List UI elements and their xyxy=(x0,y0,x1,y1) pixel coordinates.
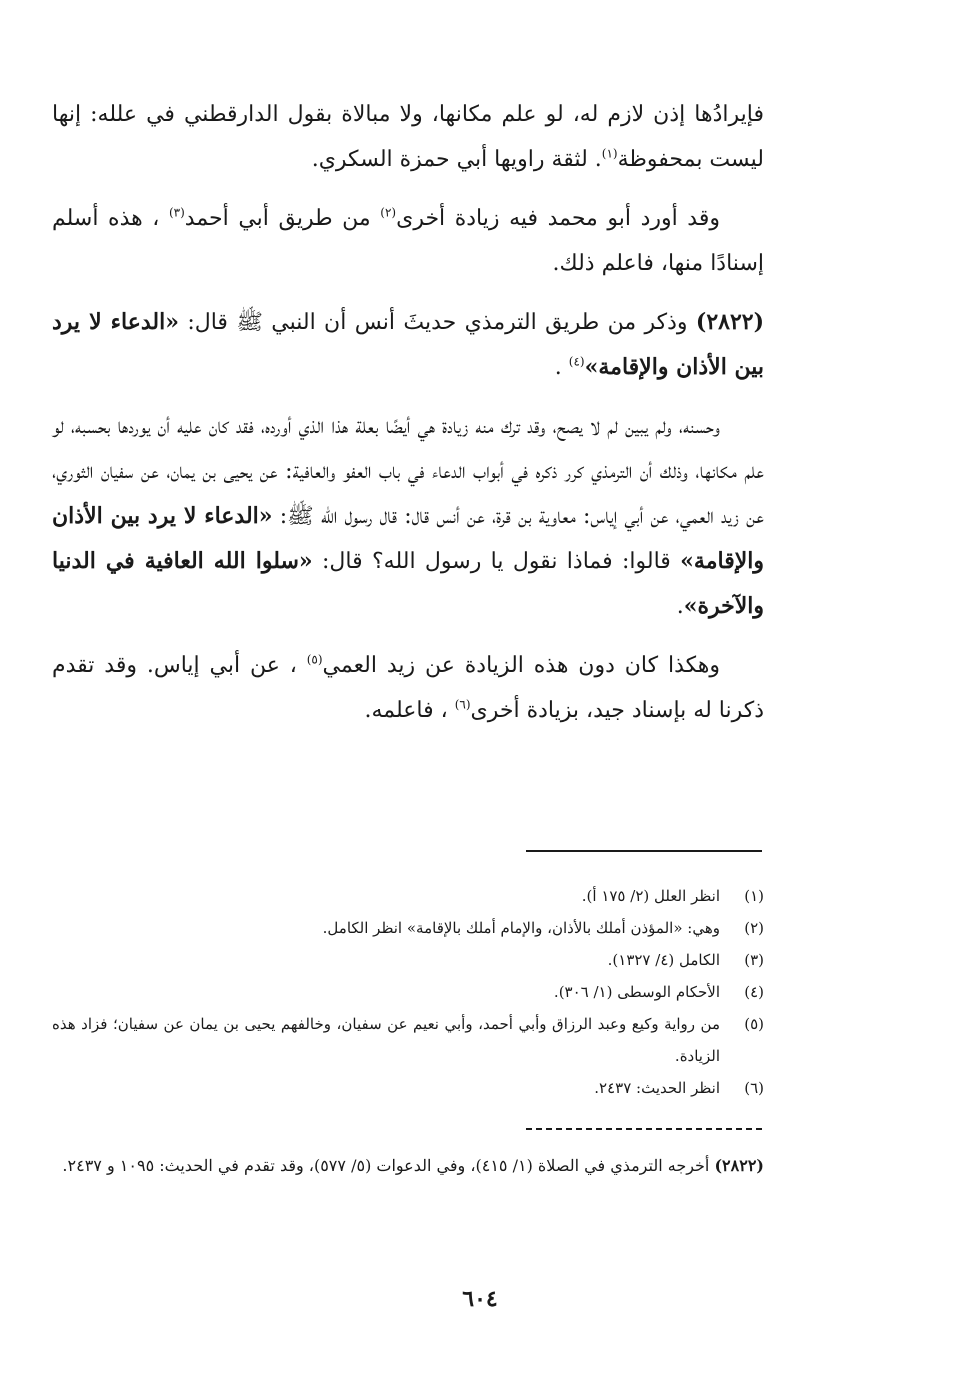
text: ، هذه أسلم إسنادًا منها، فاعلم ذلك. xyxy=(52,206,764,276)
footnote-ref[interactable]: (٣) xyxy=(168,205,185,220)
takhrij-text: أخرجه الترمذي في الصلاة (١/ ٤١٥)، وفي الدعوات (٥/ ٥٧٧)، وقد تقدم في الحديث: ١٠٩٥ و ٢٤٣٧. xyxy=(62,1156,715,1175)
footnote-item xyxy=(52,1008,764,1072)
paragraph-2 xyxy=(52,196,764,286)
text: فإيرادُها إذن لازم له، لو علم مكانها، ولا مبالاة بقول الدارقطني في علله: إنها ليست بمحفوظة xyxy=(52,102,764,172)
text: وهكذا كان دون هذه الزيادة عن زيد العمي xyxy=(322,653,720,678)
footnote-number: (٣) xyxy=(744,951,764,969)
footnote-item xyxy=(52,912,764,944)
footnote-item xyxy=(52,1072,764,1104)
footnote-separator xyxy=(526,850,762,852)
footnote-item xyxy=(52,944,764,976)
text: ، فاعلمه. xyxy=(364,698,455,723)
text: قالوا: فماذا نقول يا رسول الله؟ قال: xyxy=(312,549,681,574)
paragraph-4 xyxy=(52,404,764,629)
hadith-quote: «الدعاء لا يرد بين الأذان والإقامة» xyxy=(52,503,764,574)
footnotes xyxy=(52,880,764,1104)
footnote-text: وهي: «المؤذن أملك بالأذان، والإمام أملك بالإقامة» انظر الكامل. xyxy=(322,919,720,937)
footnote-text: من رواية وكيع وعبد الرزاق وأبي أحمد، وأبي نعيم عن سفيان، وخالفهم يحيى بن يمان عن سفيان؛ فزاد هذه الزيادة. xyxy=(52,1015,720,1065)
footnote-text: الكامل (٤/ ١٣٢٧). xyxy=(607,951,720,969)
footnote-number: (٥) xyxy=(744,1015,764,1033)
footnote-text: انظر الحديث: ٢٤٣٧. xyxy=(594,1079,720,1097)
hadith-number: (٢٨٢٢) xyxy=(714,1156,764,1175)
takhrij-note xyxy=(52,1148,764,1184)
text: . xyxy=(676,594,684,619)
text: . xyxy=(554,355,569,380)
footnote-number: (١) xyxy=(744,887,764,905)
paragraph-1 xyxy=(52,92,764,182)
hadith-number: (٢٨٢٢) xyxy=(695,309,764,335)
footnote-ref[interactable]: (٤) xyxy=(568,354,585,369)
text: وقد أورد أبو محمد فيه زيادة أخرى xyxy=(396,206,720,231)
footnote-item xyxy=(52,880,764,912)
page-number: ٦٠٤ xyxy=(462,1286,498,1312)
footnote-ref[interactable]: (١) xyxy=(601,146,618,161)
footnote-ref[interactable]: (٦) xyxy=(454,697,471,712)
footnote-number: (٦) xyxy=(744,1079,764,1097)
footnote-ref[interactable]: (٥) xyxy=(306,652,323,667)
text: وذكر من طريق الترمذي حديثَ أنس أن النبي ﷺ قال: xyxy=(178,310,696,335)
text: . لثقة راويها أبي حمزة السكري. xyxy=(311,147,602,172)
footnote-number: (٢) xyxy=(744,919,764,937)
footnote-item xyxy=(52,976,764,1008)
main-text xyxy=(52,92,764,747)
paragraph-3 xyxy=(52,300,764,390)
hadith-quote: «سلوا الله العافية في الدنيا والآخرة» xyxy=(52,548,764,619)
text: من طريق أبي أحمد xyxy=(184,206,381,231)
footnote-text: الأحكام الوسطى (١/ ٣٠٦). xyxy=(553,983,720,1001)
footnote-ref[interactable]: (٢) xyxy=(380,205,397,220)
paragraph-5 xyxy=(52,643,764,733)
hadith-quote: «الدعاء لا يرد بين الأذان والإقامة» xyxy=(52,309,764,380)
trailer-separator xyxy=(526,1128,762,1130)
text: ، عن أبي إياس. وقد تقدم ذكرنا له بإسناد جيد، بزيادة أخرى xyxy=(52,653,764,723)
text: وحسنه، ولم يبين لم لا يصح، وقد ترك منه زيادة هي أيضًا بعلة هذا الذي أورده، فقد كان عليه أن يوردها بحسبه، لو علم مكانها، وذلك أن الترمذي كرر ذكره في أبواب الدعاء في باب العفو والعافية: عن يحيى بن يمان، عن سفيان الثوري، عن زيد العمي، عن أبي إياس: معاوية بن قرة، عن أنس قال: قال رسول الله ﷺ: xyxy=(52,414,765,529)
footnote-text: انظر العلل (٢/ ١٧٥ أ). xyxy=(581,887,720,905)
footnote-number: (٤) xyxy=(744,983,764,1001)
